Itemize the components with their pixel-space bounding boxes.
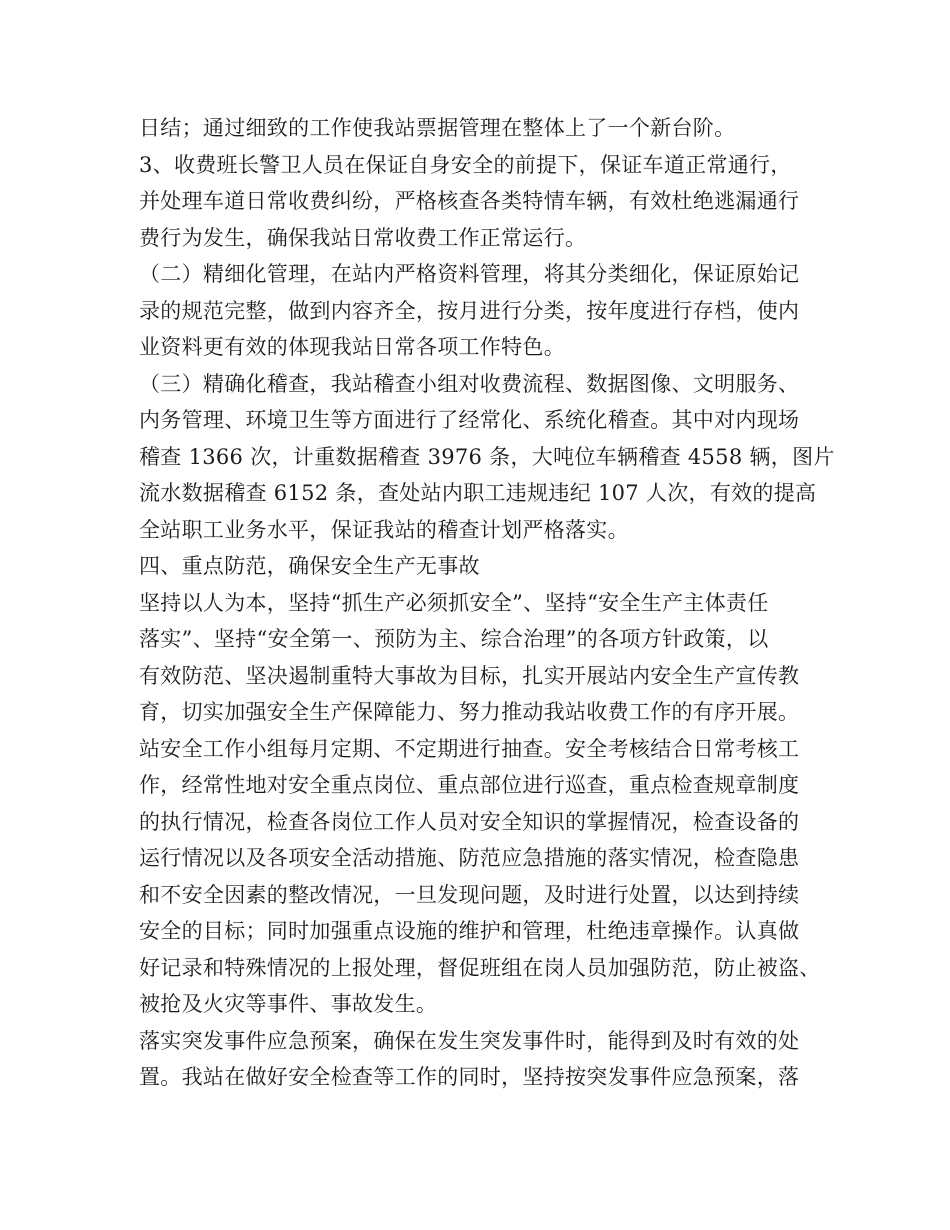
text-line: 录的规范完整，做到内容齐全，按月进行分类，按年度进行存档，使内 bbox=[139, 298, 800, 323]
text-line: 的执行情况，检查各岗位工作人员对安全知识的掌握情况，检查设备的 bbox=[139, 809, 800, 834]
text-line: 费行为发生，确保我站日常收费工作正常运行。 bbox=[139, 225, 587, 250]
text-line: 日结；通过细致的工作使我站票据管理在整体上了一个新台阶。 bbox=[139, 116, 736, 140]
section-heading: 四、重点防范，确保安全生产无事故 bbox=[139, 554, 480, 578]
text-line: 和不安全因素的整改情况，一旦发现问题，及时进行处置，以达到持续 bbox=[139, 882, 800, 907]
text-line: 流水数据稽查 6152 条，查处站内职工违规违纪 107 人次，有效的提高 bbox=[139, 481, 817, 505]
text-line: 运行情况以及各项安全活动措施、防范应急措施的落实情况，检查隐患 bbox=[139, 846, 800, 870]
text-line: 落实”、坚持“安全第一、预防为主、综合治理”的各项方针政策，以 bbox=[139, 627, 769, 651]
text-line: 内务管理、环境卫生等方面进行了经常化、系统化稽查。其中对内现场 bbox=[139, 408, 800, 432]
text-line: 并处理车道日常收费纠纷，严格核查各类特情车辆，有效杜绝逃漏通行 bbox=[139, 189, 800, 213]
text-line: 站安全工作小组每月定期、不定期进行抽查。安全考核结合日常考核工 bbox=[139, 736, 800, 761]
text-line: 被抢及火灾等事件、事故发生。 bbox=[139, 992, 438, 1016]
text-line: 有效防范、坚决遏制重特大事故为目标，扎实开展站内安全生产宣传教 bbox=[139, 663, 800, 688]
text-line: 3、收费班长警卫人员在保证自身安全的前提下，保证车道正常通行， bbox=[139, 152, 792, 177]
text-line: 落实突发事件应急预案，确保在发生突发事件时，能得到及时有效的处 bbox=[139, 1028, 800, 1053]
text-line: 育，切实加强安全生产保障能力、努力推动我站收费工作的有序开展。 bbox=[139, 700, 800, 724]
text-line: 业资料更有效的体现我站日常各项工作特色。 bbox=[139, 335, 565, 359]
document-body bbox=[139, 110, 835, 1096]
text-line: （二）精细化管理，在站内严格资料管理，将其分类细化，保证原始记 bbox=[139, 262, 800, 286]
text-line: 安全的目标；同时加强重点设施的维护和管理，杜绝违章操作。认真做 bbox=[139, 919, 800, 943]
text-line: （三）精确化稽查，我站稽查小组对收费流程、数据图像、文明服务、 bbox=[139, 371, 800, 396]
text-line: 稽查 1366 次，计重数据稽查 3976 条，大吨位车辆稽查 4558 辆，图片 bbox=[139, 444, 835, 469]
text-line: 好记录和特殊情况的上报处理，督促班组在岗人员加强防范，防止被盗、 bbox=[139, 955, 821, 980]
text-line: 全站职工业务水平，保证我站的稽查计划严格落实。 bbox=[139, 517, 629, 542]
text-line: 坚持以人为本，坚持“抓生产必须抓安全”、坚持“安全生产主体责任 bbox=[139, 590, 769, 615]
text-line: 置。我站在做好安全检查等工作的同时，坚持按突发事件应急预案，落 bbox=[139, 1065, 800, 1089]
text-line: 作，经常性地对安全重点岗位、重点部位进行巡查，重点检查规章制度 bbox=[139, 773, 800, 797]
